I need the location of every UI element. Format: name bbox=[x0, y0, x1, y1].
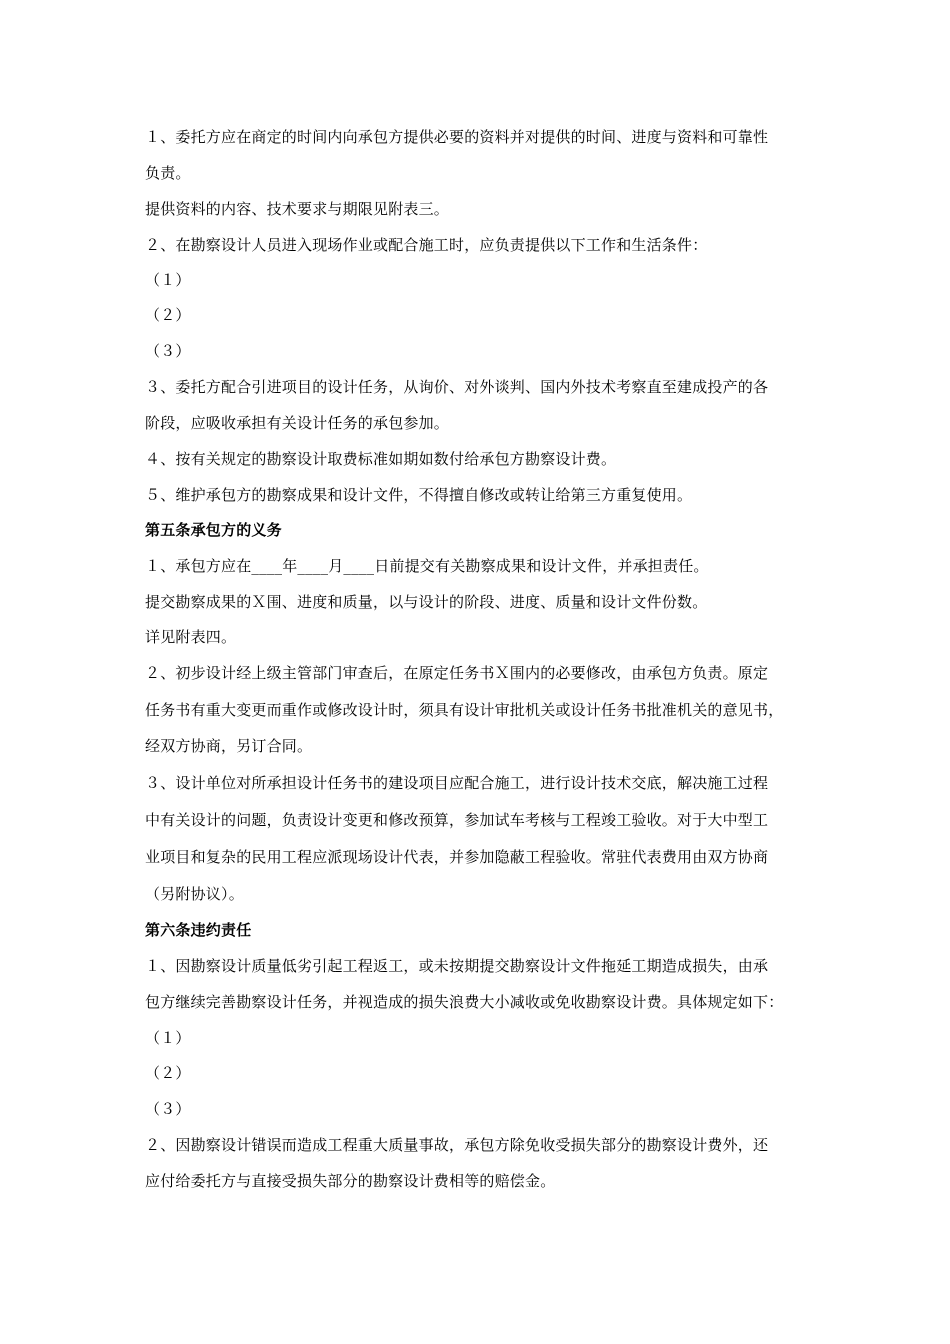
paragraph-line: 负责。 bbox=[145, 164, 191, 182]
paragraph-line: 业项目和复杂的民用工程应派现场设计代表，并参加隐蔽工程验收。常驻代表费用由双方协商 bbox=[145, 848, 769, 866]
paragraph-line: １、承包方应在____年____月____日前提交有关勘察成果和设计文件，并承担责任。 bbox=[145, 557, 709, 575]
paragraph-line: １、因勘察设计质量低劣引起工程返工，或未按期提交勘察设计文件拖延工期造成损失，由承 bbox=[145, 957, 769, 975]
paragraph-line: 经双方协商，另订合同。 bbox=[145, 737, 313, 755]
paragraph-line: 包方继续完善勘察设计任务，并视造成的损失浪费大小减收或免收勘察设计费。具体规定如下： bbox=[145, 993, 784, 1011]
list-item: （２） bbox=[145, 306, 191, 324]
paragraph-line: １、委托方应在商定的时间内向承包方提供必要的资料并对提供的时间、进度与资料和可靠性 bbox=[145, 128, 769, 146]
list-item: （１） bbox=[145, 1029, 191, 1047]
paragraph-line: （另附协议）。 bbox=[145, 885, 244, 903]
section-heading: 第六条违约责任 bbox=[145, 921, 252, 939]
paragraph-line: 应付给委托方与直接受损失部分的勘察设计费相等的赔偿金。 bbox=[145, 1172, 556, 1190]
paragraph-line: 详见附表四。 bbox=[145, 628, 237, 646]
paragraph-line: 阶段，应吸收承担有关设计任务的承包参加。 bbox=[145, 414, 450, 432]
paragraph-line: ２、在勘察设计人员进入现场作业或配合施工时，应负责提供以下工作和生活条件： bbox=[145, 236, 708, 254]
paragraph-line: 任务书有重大变更而重作或修改设计时，须具有设计审批机关或设计任务书批准机关的意见书， bbox=[145, 701, 784, 719]
section-heading: 第五条承包方的义务 bbox=[145, 521, 282, 539]
paragraph-line: ２、因勘察设计错误而造成工程重大质量事故，承包方除免收受损失部分的勘察设计费外，还 bbox=[145, 1136, 769, 1154]
list-item: （１） bbox=[145, 271, 191, 289]
paragraph-line: 提供资料的内容、技术要求与期限见附表三。 bbox=[145, 200, 450, 218]
list-item: （２） bbox=[145, 1064, 191, 1082]
paragraph-line: ４、按有关规定的勘察设计取费标准如期如数付给承包方勘察设计费。 bbox=[145, 450, 617, 468]
paragraph-line: ３、设计单位对所承担设计任务书的建设项目应配合施工，进行设计技术交底，解决施工过程 bbox=[145, 774, 769, 792]
paragraph-line: ３、委托方配合引进项目的设计任务，从询价、对外谈判、国内外技术考察直至建成投产的各 bbox=[145, 378, 769, 396]
paragraph-line: 中有关设计的问题，负责设计变更和修改预算，参加试车考核与工程竣工验收。对于大中型工 bbox=[145, 811, 769, 829]
list-item: （３） bbox=[145, 1100, 191, 1118]
list-item: （３） bbox=[145, 342, 191, 360]
paragraph-line: ５、维护承包方的勘察成果和设计文件，不得擅自修改或转让给第三方重复使用。 bbox=[145, 486, 693, 504]
paragraph-line: ２、初步设计经上级主管部门审查后，在原定任务书Ｘ围内的必要修改，由承包方负责。原定 bbox=[145, 664, 769, 682]
paragraph-line: 提交勘察成果的Ｘ围、进度和质量，以与设计的阶段、进度、质量和设计文件份数。 bbox=[145, 593, 708, 611]
